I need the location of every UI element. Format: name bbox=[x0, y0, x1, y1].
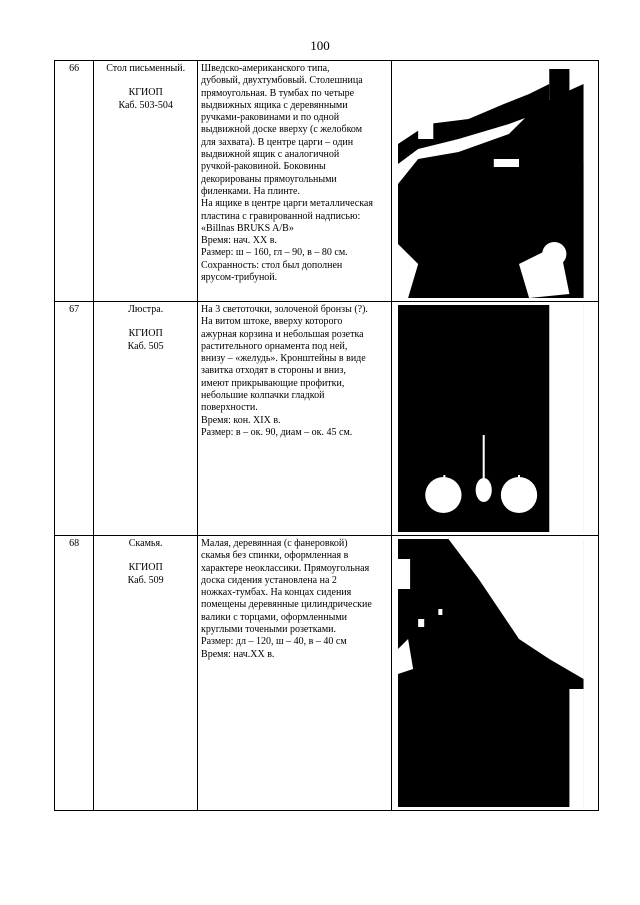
item-photo-cell bbox=[392, 536, 599, 811]
description-line: помещены деревянные цилиндрические bbox=[201, 599, 372, 611]
description-line: завитка отходят в стороны и вниз, bbox=[201, 365, 346, 377]
description-line: На витом штоке, вверху которого bbox=[201, 316, 343, 328]
table-row bbox=[55, 536, 599, 811]
desk-photo-image bbox=[398, 64, 584, 298]
page-number: 100 bbox=[310, 38, 330, 53]
description-line: небольшие колпачки гладкой bbox=[201, 390, 325, 402]
description-line: декорированы прямоугольными bbox=[201, 173, 337, 185]
description-line: ножках-тумбах. На концах сидения bbox=[201, 587, 352, 599]
description-line: пластина с гравированной надписью: bbox=[201, 210, 361, 222]
bench-photo bbox=[398, 539, 584, 807]
description-line: доска сидения установлена на 2 bbox=[201, 574, 337, 586]
item-name-cell bbox=[94, 536, 198, 811]
description-line: скамья без спинки, оформленная в bbox=[201, 550, 349, 562]
description-line: «Billnas BRUKS A/B» bbox=[201, 222, 294, 234]
description-line: круглыми точеными розетками. bbox=[201, 624, 337, 636]
item-name-cell bbox=[94, 302, 198, 536]
description-line: Размер: в – ок. 90, диам – ок. 45 см. bbox=[201, 426, 353, 438]
item-description bbox=[198, 536, 392, 811]
description-line: Время: кон. XIX в. bbox=[201, 414, 281, 426]
description-line: выдвижных ящика с деревянными bbox=[201, 99, 348, 111]
item-organization: КГИОП bbox=[128, 87, 163, 99]
chandelier-photo bbox=[398, 305, 584, 532]
description-line: На ящике в центре царги металлическая bbox=[201, 198, 373, 210]
item-room: Каб. 505 bbox=[127, 340, 164, 352]
item-title: Стол письменный. bbox=[106, 63, 186, 74]
bench-photo-image bbox=[398, 539, 584, 807]
item-organization: КГИОП bbox=[128, 328, 163, 340]
description-line: филенками. На плинте. bbox=[201, 185, 300, 197]
description-line: Время: нач.XX в. bbox=[201, 648, 275, 660]
chandelier-photo-image bbox=[398, 305, 584, 532]
item-number: 66 bbox=[55, 61, 94, 302]
description-line: выдвижной доске вверху (с желобком bbox=[201, 124, 363, 136]
description-line: Малая, деревянная (с фанеровкой) bbox=[201, 538, 348, 549]
description-line: выдвижной ящик с аналогичной bbox=[201, 149, 340, 161]
item-name-cell bbox=[94, 61, 198, 302]
item-room: Каб. 509 bbox=[127, 574, 164, 586]
item-room: Каб. 503-504 bbox=[118, 99, 173, 111]
item-number: 68 bbox=[55, 536, 94, 811]
description-line: ярусом-трибуной. bbox=[201, 272, 278, 284]
description-line: поверхности. bbox=[201, 402, 258, 414]
desk-photo bbox=[398, 64, 584, 298]
description-line: характере неоклассики. Прямоугольная bbox=[201, 562, 370, 574]
description-line: растительного орнамента под ней, bbox=[201, 340, 348, 352]
description-line: Размер: дл – 120, ш – 40, в – 40 см bbox=[201, 636, 347, 648]
table-row bbox=[55, 61, 599, 302]
table-row bbox=[55, 302, 599, 536]
description-line: Время: нач. XX в. bbox=[201, 235, 277, 247]
description-line: прямоугольная. В тумбах по четыре bbox=[201, 87, 355, 99]
description-line: для захвата). В центре царги – один bbox=[201, 136, 354, 148]
description-line: На 3 светоточки, золоченой бронзы (?). bbox=[201, 304, 368, 315]
description-line: ручками-раковинами и по одной bbox=[201, 112, 340, 124]
description-line: имеют прикрывающие профитки, bbox=[201, 377, 345, 389]
item-title: Люстра. bbox=[128, 304, 164, 315]
description-line: Сохранность: стол был дополнен bbox=[201, 259, 343, 271]
inventory-table bbox=[54, 60, 599, 811]
item-photo-cell bbox=[392, 302, 599, 536]
description-line: Шведско-американского типа, bbox=[201, 63, 330, 74]
item-photo-cell bbox=[392, 61, 599, 302]
description-line: ручкой-раковиной. Боковины bbox=[201, 161, 326, 173]
item-description bbox=[198, 61, 392, 302]
item-title: Скамья. bbox=[128, 538, 163, 549]
item-description bbox=[198, 302, 392, 536]
description-line: дубовый, двухтумбовый. Столешница bbox=[201, 75, 363, 87]
description-line: валики с торцами, оформленными bbox=[201, 611, 348, 623]
description-line: Размер: ш – 160, гл – 90, в – 80 см. bbox=[201, 247, 348, 259]
description-line: ажурная корзина и небольшая розетка bbox=[201, 328, 364, 340]
description-line: внизу – «желудь». Кронштейны в виде bbox=[201, 353, 366, 365]
item-organization: КГИОП bbox=[128, 562, 163, 574]
item-number: 67 bbox=[55, 302, 94, 536]
